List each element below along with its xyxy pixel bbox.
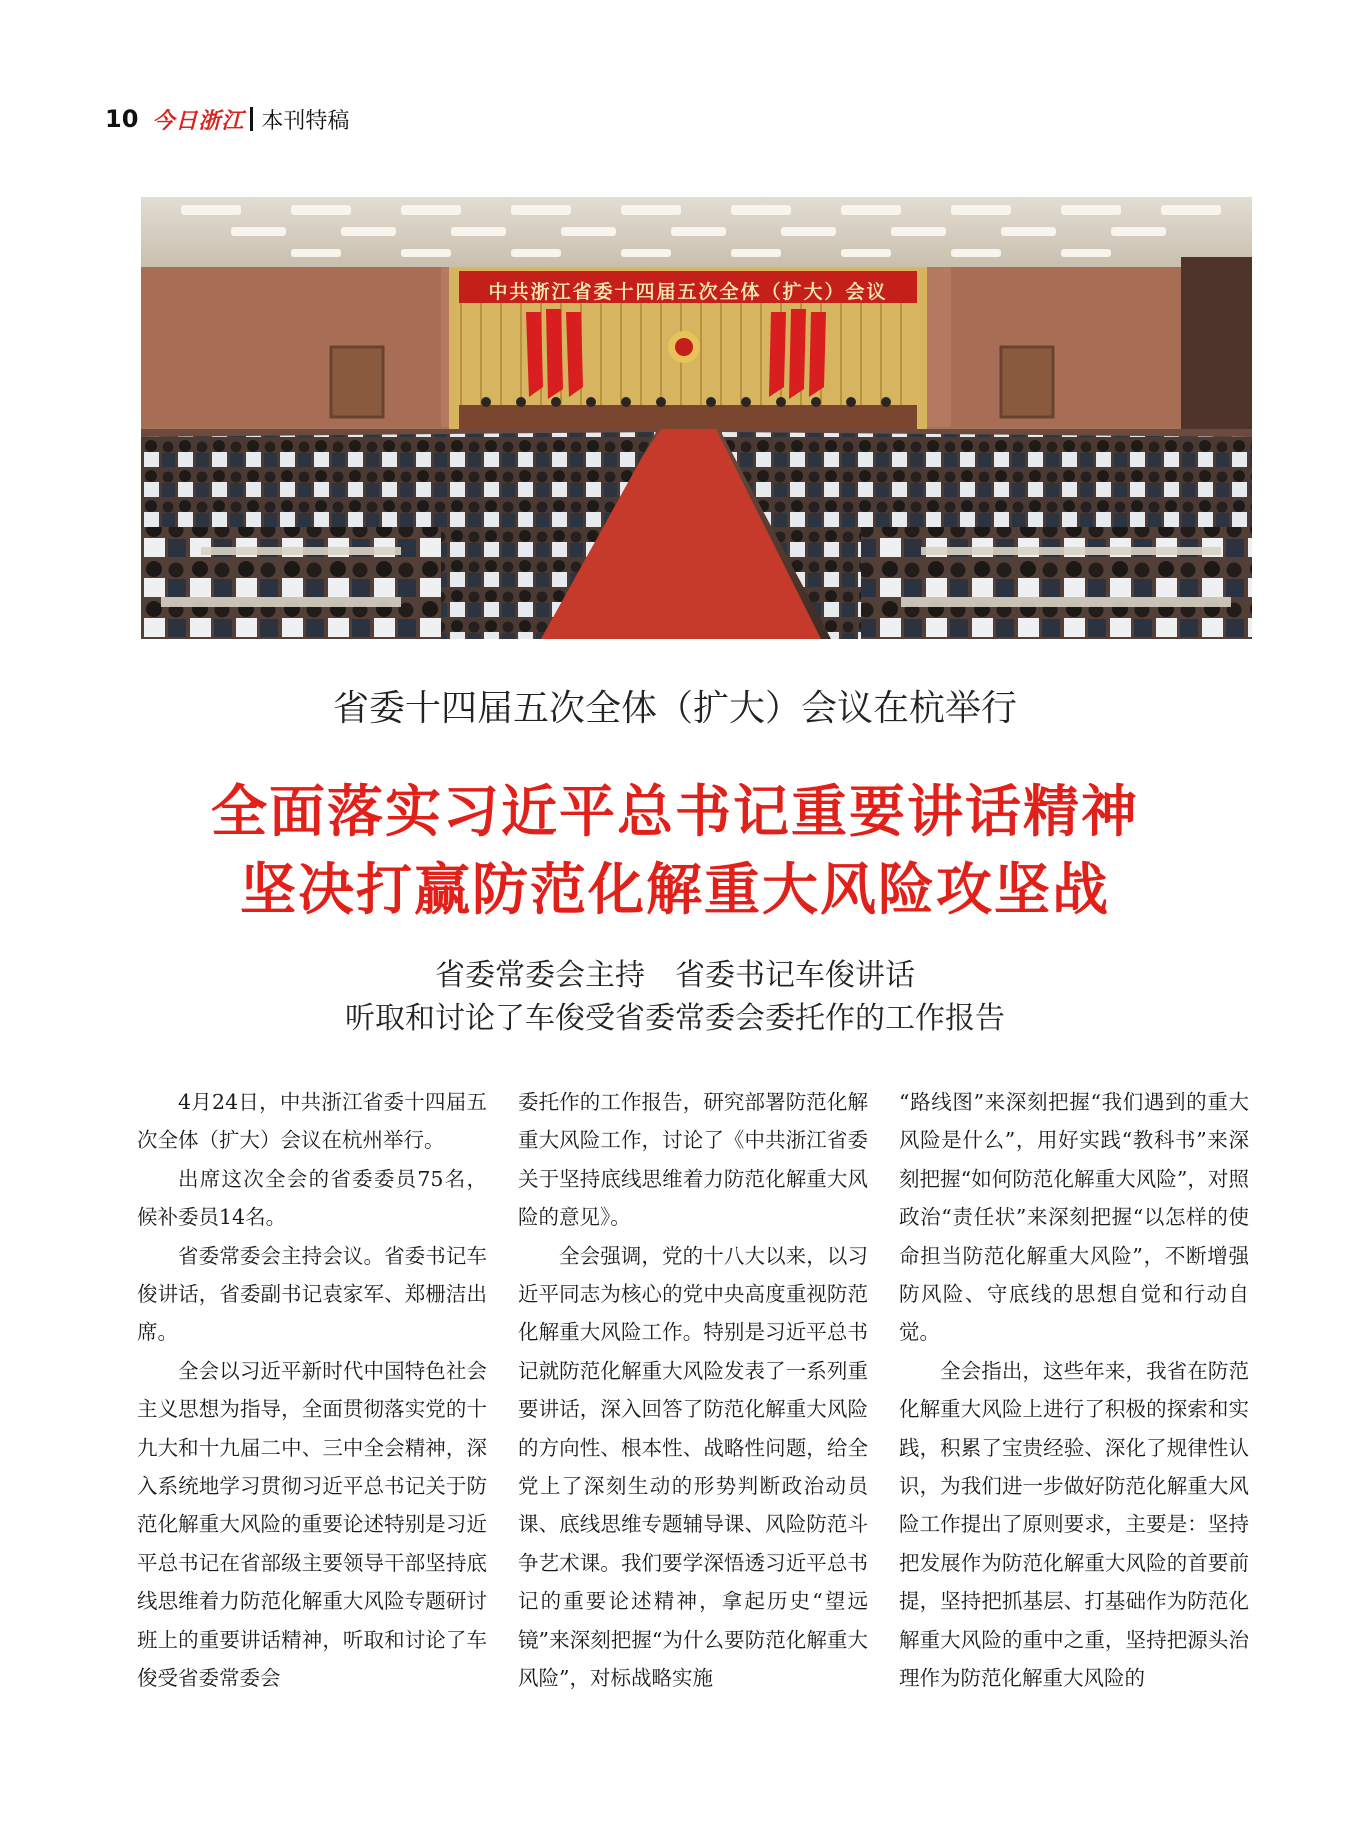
section-label: 本刊特稿 xyxy=(261,108,350,134)
article-title-line-1: 全面落实习近平总书记重要讲话精神 xyxy=(211,780,1139,845)
article-column-1 xyxy=(137,1083,487,1698)
page-header xyxy=(105,104,349,134)
conference-banner: 中共浙江省委十四届五次全体（扩大）会议 xyxy=(488,281,888,303)
article-column-2 xyxy=(518,1083,868,1698)
page-number: 10 xyxy=(105,105,139,133)
header-divider xyxy=(250,107,253,131)
article-column-3 xyxy=(899,1083,1249,1698)
paragraph: 4月24日，中共浙江省委十四届五次全体（扩大）会议在杭州举行。 xyxy=(137,1090,487,1153)
paragraph: 委托作的工作报告，研究部署防范化解重大风险工作，讨论了《中共浙江省委关于坚持底线思维着力防范化解重大风险的意见》。 xyxy=(518,1090,868,1230)
paragraph: 全会指出，这些年来，我省在防范化解重大风险上进行了积极的探索和实践，积累了宝贵经验、深化了规律性认识，为我们进一步做好防范化解重大风险工作提出了原则要求，主要是：坚持把发展作为防范化解重大风险的首要前提，坚持把抓基层、打基础作为防范化解重大风险的重中之重，坚持把源头治理作为防范化解重大风险的 xyxy=(899,1358,1249,1691)
magazine-logo: 今日浙江 xyxy=(152,107,245,134)
article-title-line-2: 坚决打赢防范化解重大风险攻坚战 xyxy=(240,858,1110,923)
article-subtitle-line-2: 听取和讨论了车俊受省委常委会委托作的工作报告 xyxy=(345,1001,1005,1036)
paragraph: 出席这次全会的省委委员75名，候补委员14名。 xyxy=(137,1166,487,1230)
article-subtitle-line-1: 省委常委会主持 省委书记车俊讲话 xyxy=(435,958,915,993)
paragraph: 全会以习近平新时代中国特色社会主义思想为指导，全面贯彻落实党的十九大和十九届二中、三中全会精神，深入系统地学习贯彻习近平总书记关于防范化解重大风险的重要论述特别是习近平总书记在省部级主要领导干部坚持底线思维着力防范化解重大风险专题研讨班上的重要讲话精神，听取和讨论了车俊受省委常委会 xyxy=(137,1358,487,1691)
paragraph: 省委常委会主持会议。省委书记车俊讲话，省委副书记袁家军、郑栅洁出席。 xyxy=(137,1243,487,1345)
article-kicker: 省委十四届五次全体（扩大）会议在杭举行 xyxy=(332,688,1017,729)
paragraph: “路线图”来深刻把握“我们遇到的重大风险是什么”，用好实践“教科书”来深刻把握“如何防范化解重大风险”，对照政治“责任状”来深刻把握“以怎样的使命担当防范化解重大风险”，不断增强防风险、守底线的思想自觉和行动自觉。 xyxy=(899,1090,1249,1345)
conference-photo xyxy=(141,197,1252,639)
paragraph: 全会强调，党的十八大以来，以习近平同志为核心的党中央高度重视防范化解重大风险工作。特别是习近平总书记就防范化解重大风险发表了一系列重要讲话，深入回答了防范化解重大风险的方向性、根本性、战略性问题，给全党上了深刻生动的形势判断政治动员课、底线思维专题辅导课、风险防范斗争艺术课。我们要学深悟透习近平总书记的重要论述精神，拿起历史“望远镜”来深刻把握“为什么要防范化解重大风险”，对标战略实施 xyxy=(518,1243,868,1691)
